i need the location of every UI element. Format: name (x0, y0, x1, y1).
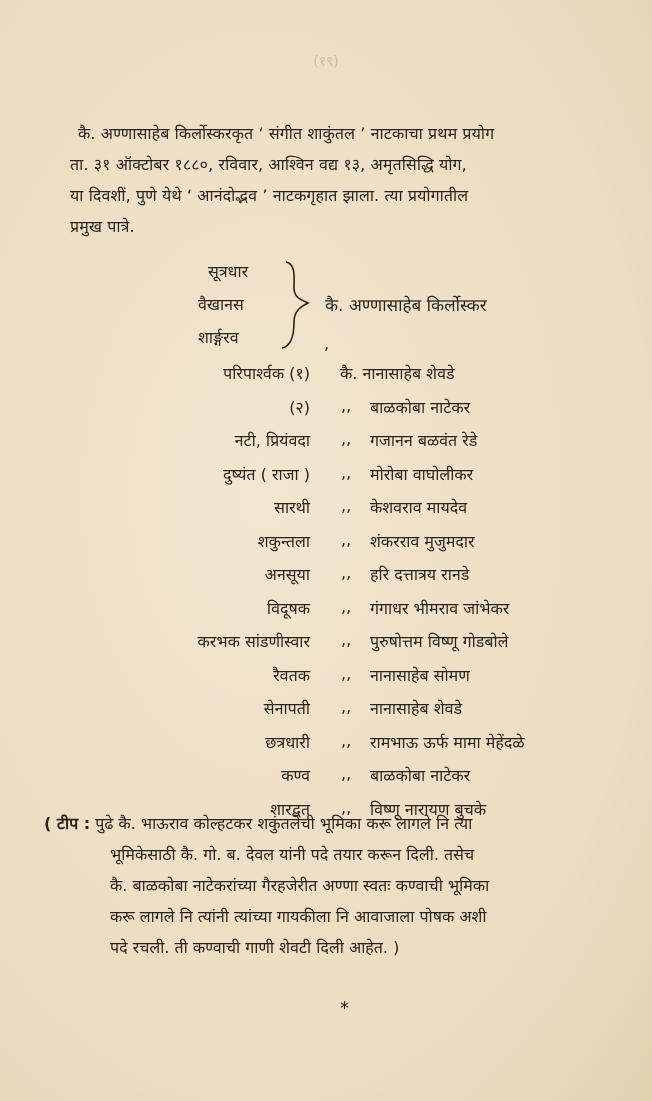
footnote (44, 808, 644, 963)
cast-role: रैवतक (273, 665, 310, 685)
cast-row (0, 429, 652, 463)
footnote-text: पुढे कै. भाऊराव कोल्हटकर शकुंतलेची भूमिका करू लागले नि त्या (95, 814, 473, 833)
cast-row (0, 563, 652, 597)
page-number: (१९) (313, 54, 339, 70)
footnote-line: कै. बाळकोबा नाटेकरांच्या गैरहजेरीत अण्णा स्वतः कण्वाची भूमिका (110, 876, 490, 895)
ditto-mark: ,, (341, 596, 352, 616)
cast-row (0, 630, 652, 664)
cast-actor: केशवराव मायदेव (370, 498, 468, 517)
cast-row (0, 530, 652, 564)
ditto-mark: ,, (341, 797, 352, 817)
cast-actor: रामभाऊ ऊर्फ मामा मेहेंदळे (370, 732, 525, 752)
cast-role: दुष्यंत ( राजा ) (222, 464, 310, 484)
cast-actor: कै. नानासाहेब शेवडे (340, 364, 455, 383)
ditto-mark: ,, (341, 730, 352, 750)
footnote-line: पदे रचली. ती कण्वाची गाणी शेवटी दिली आहेत. ) (110, 938, 400, 957)
cast-role: परिपार्श्वक (१) (223, 364, 310, 383)
ditto-mark: ,, (341, 563, 352, 582)
cast-row (0, 396, 652, 430)
cast-actor: नानासाहेब सोमण (370, 665, 470, 685)
cast-row (0, 764, 652, 798)
intro-line: ता. ३१ ऑक्टोबर १८८०, रविवार, आश्विन वद्य १३, अमृतसिद्धि योग, (70, 155, 467, 174)
cast-role: नटी, प्रियंवदा (234, 431, 310, 450)
ditto-mark: ,, (341, 764, 352, 783)
star-icon: * (340, 998, 349, 1019)
cast-role: विदूषक (266, 598, 310, 618)
cast-actor: हरि दत्तात्रय रानडे (370, 565, 470, 584)
intro-line: या दिवशीं, पुणे येथे ‘ आनंदोद्भव ’ नाटकगृहात झाला. त्या प्रयोगातील (70, 186, 469, 205)
cast-row (0, 362, 652, 396)
ditto-mark: ,, (341, 630, 352, 649)
cast-row (0, 697, 652, 731)
cast-row (0, 496, 652, 530)
cast-actor: पुरुषोत्तम विष्णू गोडबोले (370, 632, 509, 651)
footnote-line (44, 808, 644, 839)
cast-role: सारथी (274, 498, 310, 517)
grouped-actor-name: कै. अण्णासाहेब किर्लोस्कर (325, 296, 487, 316)
ditto-mark: ,, (341, 462, 352, 482)
ditto-mark: ,, (341, 395, 352, 415)
ditto-mark: ,, (341, 496, 352, 515)
cast-role: शकुन्तला (257, 531, 310, 551)
cast-actor: विष्णू नारायण बुचके (370, 799, 487, 819)
cast-row (0, 597, 652, 631)
cast-role: करभक सांडणीस्वार (197, 632, 310, 651)
cast-role: छत्रधारी (265, 732, 310, 752)
grouped-role: शार्ङ्गरव (198, 328, 239, 347)
footnote-line: भूमिकेसाठी कै. गो. ब. देवल यांनी पदे तयार करून दिली. तसेच (110, 845, 475, 864)
cast-role: कण्व (281, 766, 310, 785)
footnote-label: ( टीप : (44, 814, 91, 833)
curly-brace-icon (280, 258, 320, 353)
cast-row (0, 664, 652, 698)
cast-role: शारद्वत (270, 799, 310, 819)
cast-list (0, 362, 652, 831)
grouped-role: वैखानस (198, 295, 244, 314)
grouped-role: सूत्रधार (208, 262, 249, 281)
ditto-mark: ,, (341, 429, 352, 448)
comma-mark: , (324, 334, 330, 353)
cast-actor: शंकरराव मुजुमदार (370, 531, 475, 551)
intro-line: कै. अण्णासाहेब किर्लोस्करकृत ‘ संगीत शाकुंतल ’ नाटकाचा प्रथम प्रयोग (78, 124, 495, 143)
cast-actor: गजानन बळवंत रेडे (370, 431, 478, 450)
ditto-mark: ,, (341, 663, 352, 683)
intro-paragraph (70, 118, 650, 242)
intro-line: प्रमुख पात्रे. (70, 217, 135, 236)
cast-role: अनसूया (264, 565, 310, 584)
cast-row (0, 463, 652, 497)
footnote-line: करू लागले नि त्यांनी त्यांच्या गायकीला नि आवाजाला पोषक अशी (110, 907, 487, 926)
cast-row (0, 731, 652, 765)
cast-role: (२) (289, 397, 310, 417)
cast-actor: नानासाहेब शेवडे (370, 699, 463, 718)
ditto-mark: ,, (341, 529, 352, 549)
cast-role: सेनापती (263, 699, 310, 718)
cast-actor: बाळकोबा नाटेकर (370, 397, 471, 417)
cast-actor: मोरोबा वाघोलीकर (370, 464, 474, 484)
ditto-mark: ,, (341, 697, 352, 716)
cast-actor: गंगाधर भीमराव जांभेकर (370, 598, 510, 618)
cast-actor: बाळकोबा नाटेकर (370, 766, 471, 785)
